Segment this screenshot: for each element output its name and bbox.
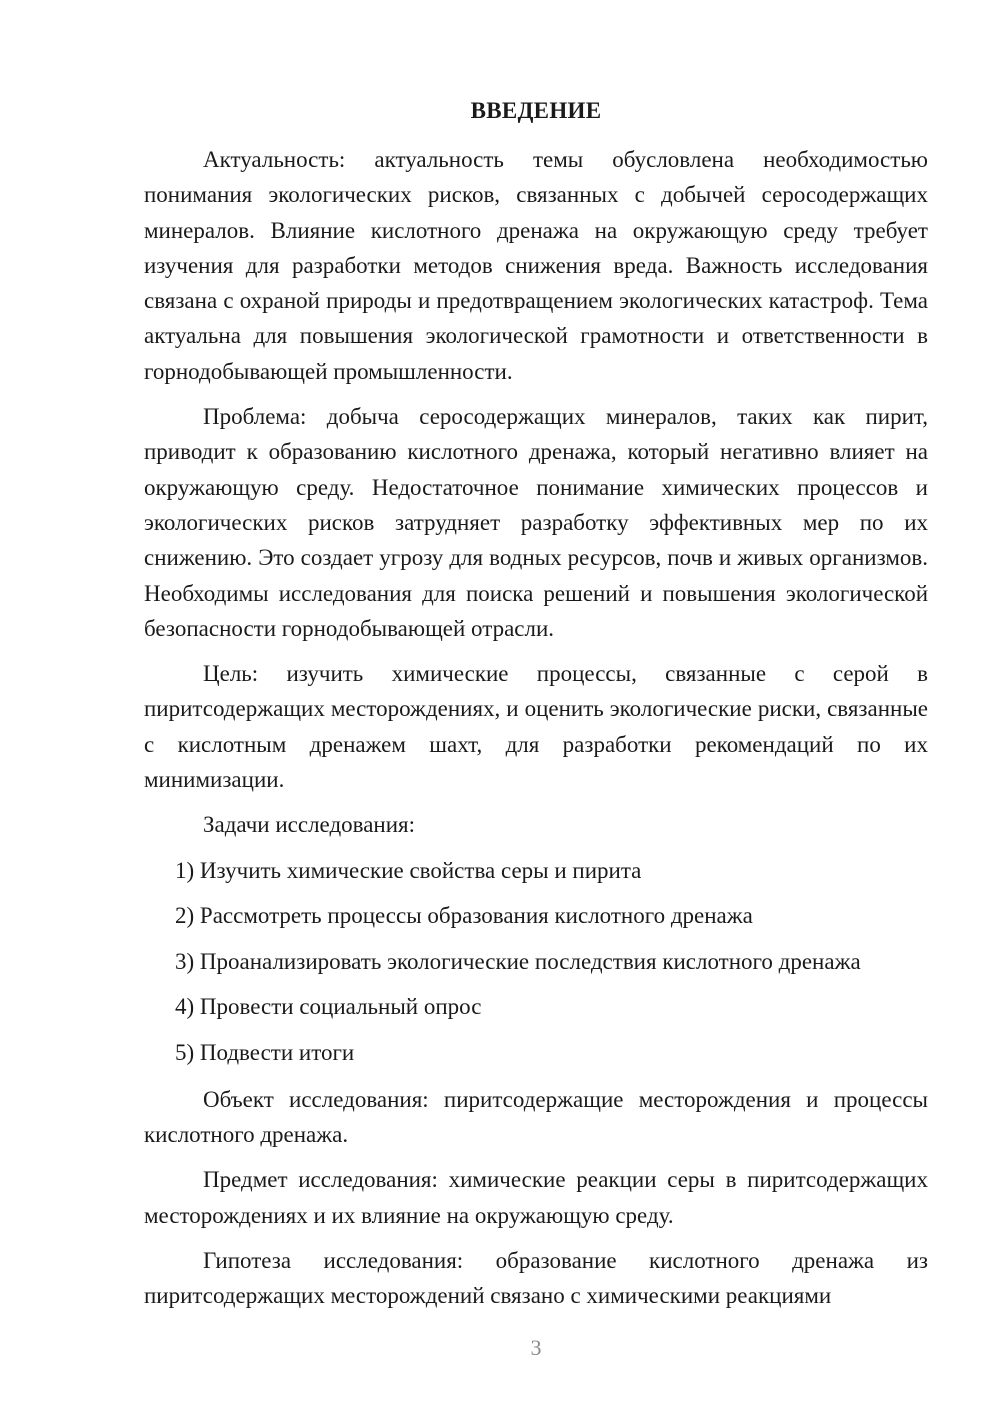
paragraph-goal: Цель: изучить химические процессы, связанные с серой в пиритсодержащих месторождениях, и оценить экологические риски, связанные с кислотным дренажем шахт, для разработки рекомендаций по их минимизации. [144, 661, 928, 793]
tasks-heading: Задачи исследования: [203, 812, 416, 838]
task-item: 4) Провести социальный опрос [175, 994, 482, 1020]
page-title: ВВЕДЕНИЕ [470, 98, 602, 123]
page-number: 3 [530, 1335, 542, 1360]
paragraph-problem: Проблема: добыча серосодержащих минералов, таких как пирит, приводит к образованию кислотного дренажа, который негативно влияет на окружающую среду. Недостаточное понимание химических процессов и экологических рисков затрудняет разработку эффективных мер по их снижению. Это создает угрозу для водных ресурсов, почв и живых организмов. Необходимы исследования для поиска решений и повышения экологической безопасности горнодобывающей отрасли. [144, 404, 928, 641]
task-item: 2) Рассмотреть процессы образования кислотного дренажа [175, 903, 753, 929]
tasks-list [144, 853, 928, 1070]
document-body [144, 142, 928, 1324]
task-item: 1) Изучить химические свойства серы и пирита [175, 857, 642, 883]
task-item: 3) Проанализировать экологические последствия кислотного дренажа [175, 948, 861, 974]
paragraph-subject: Предмет исследования: химические реакции серы в пиритсодержащих месторождениях и их влияние на окружающую среду. [144, 1167, 928, 1228]
paragraph-object: Объект исследования: пиритсодержащие месторождения и процессы кислотного дренажа. [144, 1086, 928, 1148]
paragraph-hypothesis: Гипотеза исследования: образование кислотного дренажа из пиритсодержащих месторождений связано с химическими реакциями [144, 1248, 928, 1309]
task-item: 5) Подвести итоги [175, 1039, 355, 1065]
paragraph-relevance: Актуальность: актуальность темы обусловлена необходимостью понимания экологических рисков, связанных с добычей серосодержащих минералов. Влияние кислотного дренажа на окружающую среду требует изучения для разработки методов снижения вреда. Важность исследования связана с охраной природы и предотвращением экологических катастроф. Тема актуальна для повышения экологической грамотности и ответственности в горнодобывающей промышленности. [144, 147, 928, 384]
